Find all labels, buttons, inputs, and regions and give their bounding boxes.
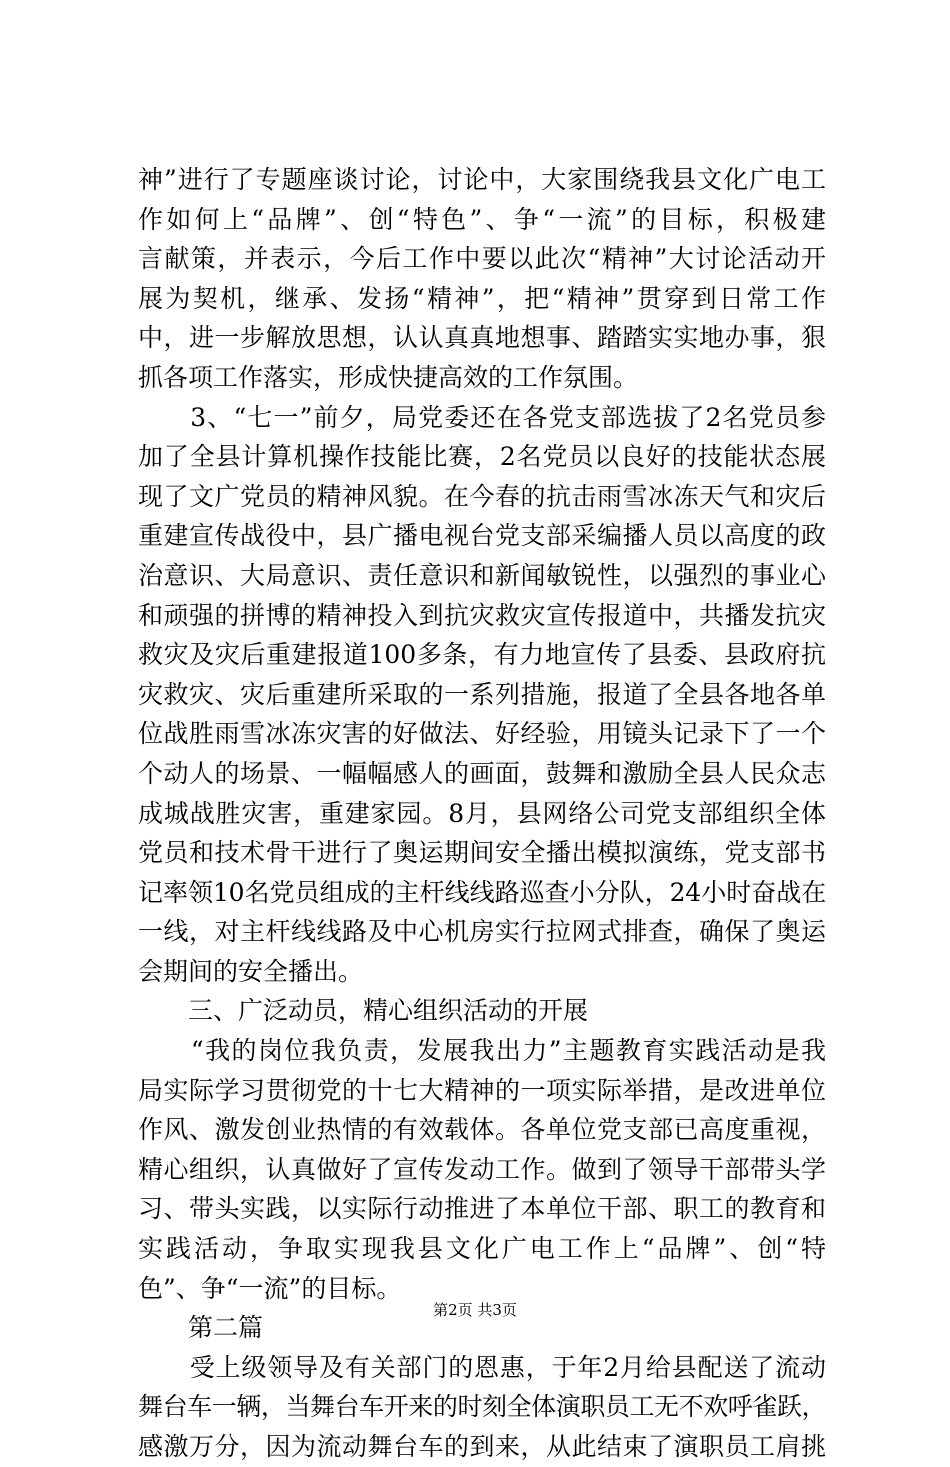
text-line: 加了全县计算机操作技能比赛，2名党员以良好的技能状态展 bbox=[138, 442, 826, 472]
text-line: 一线，对主杆线线路及中心机房实行拉网式排查，确保了奥运 bbox=[138, 917, 826, 947]
text-line: 中，进一步解放思想，认认真真地想事、踏踏实实地办事，狠 bbox=[138, 323, 826, 353]
page-footer: 第2页 共3页 bbox=[433, 1301, 517, 1319]
text-line: 第二篇 bbox=[138, 1313, 264, 1343]
text-line: 习、带头实践，以实际行动推进了本单位干部、职工的教育和 bbox=[138, 1194, 826, 1224]
text-line: 展为契机，继承、发扬“精神”，把“精神”贯穿到日常工作 bbox=[138, 283, 826, 313]
text-line: 作如何上“品牌”、创“特色”、争“一流”的目标，积极建 bbox=[138, 204, 826, 234]
text-line: 灾救灾、灾后重建所采取的一系列措施，报道了全县各地各单 bbox=[138, 679, 826, 709]
text-line: 精心组织，认真做好了宣传发动工作。做到了领导干部带头学 bbox=[138, 1154, 826, 1184]
text-line: 记率领10名党员组成的主杆线线路巡查小分队，24小时奋战在 bbox=[138, 877, 826, 907]
text-line: “我的岗位我负责，发展我出力”主题教育实践活动是我 bbox=[138, 1036, 826, 1066]
text-line: 重建宣传战役中，县广播电视台党支部采编播人员以高度的政 bbox=[138, 521, 826, 551]
text-line: 色”、争“一流”的目标。 bbox=[138, 1273, 402, 1303]
text-line: 位战胜雨雪冰冻灾害的好做法、好经验，用镜头记录下了一个 bbox=[138, 719, 826, 749]
document-body bbox=[138, 160, 826, 1467]
text-line: 实践活动，争取实现我县文化广电工作上“品牌”、创“特 bbox=[138, 1234, 826, 1264]
text-line: 治意识、大局意识、责任意识和新闻敏锐性，以强烈的事业心 bbox=[138, 560, 826, 590]
text-line: 和顽强的拼博的精神投入到抗灾救灾宣传报道中，共播发抗灾 bbox=[138, 600, 826, 630]
text-line: 会期间的安全播出。 bbox=[138, 956, 364, 986]
text-line: 个动人的场景、一幅幅感人的画面，鼓舞和激励全县人民众志 bbox=[138, 758, 826, 788]
text-line: 受上级领导及有关部门的恩惠，于年2月给县配送了流动 bbox=[138, 1352, 826, 1382]
text-line: 三、广泛动员，精心组织活动的开展 bbox=[138, 996, 589, 1026]
text-line: 成城战胜灾害，重建家园。8月，县网络公司党支部组织全体 bbox=[138, 798, 826, 828]
text-line: 舞台车一辆，当舞台车开来的时刻全体演职员工无不欢呼雀跃， bbox=[138, 1392, 826, 1422]
text-line: 救灾及灾后重建报道100多条，有力地宣传了县委、县政府抗 bbox=[138, 640, 826, 670]
text-line: 党员和技术骨干进行了奥运期间安全播出模拟演练，党支部书 bbox=[138, 838, 826, 868]
text-line: 言献策，并表示，今后工作中要以此次“精神”大讨论活动开 bbox=[138, 244, 826, 274]
text-line: 神”进行了专题座谈讨论，讨论中，大家围绕我县文化广电工 bbox=[138, 165, 826, 194]
text-line: 作风、激发创业热情的有效载体。各单位党支部已高度重视， bbox=[138, 1115, 826, 1145]
text-line: 现了文广党员的精神风貌。在今春的抗击雨雪冰冻天气和灾后 bbox=[138, 481, 826, 511]
text-line: 感激万分，因为流动舞台车的到来，从此结束了演职员工肩挑 bbox=[138, 1432, 826, 1461]
text-line: 3、“七一”前夕，局党委还在各党支部选拔了2名党员参 bbox=[138, 402, 826, 432]
text-line: 局实际学习贯彻党的十七大精神的一项实际举措，是改进单位 bbox=[138, 1075, 826, 1105]
text-line: 抓各项工作落实，形成快捷高效的工作氛围。 bbox=[138, 362, 639, 392]
